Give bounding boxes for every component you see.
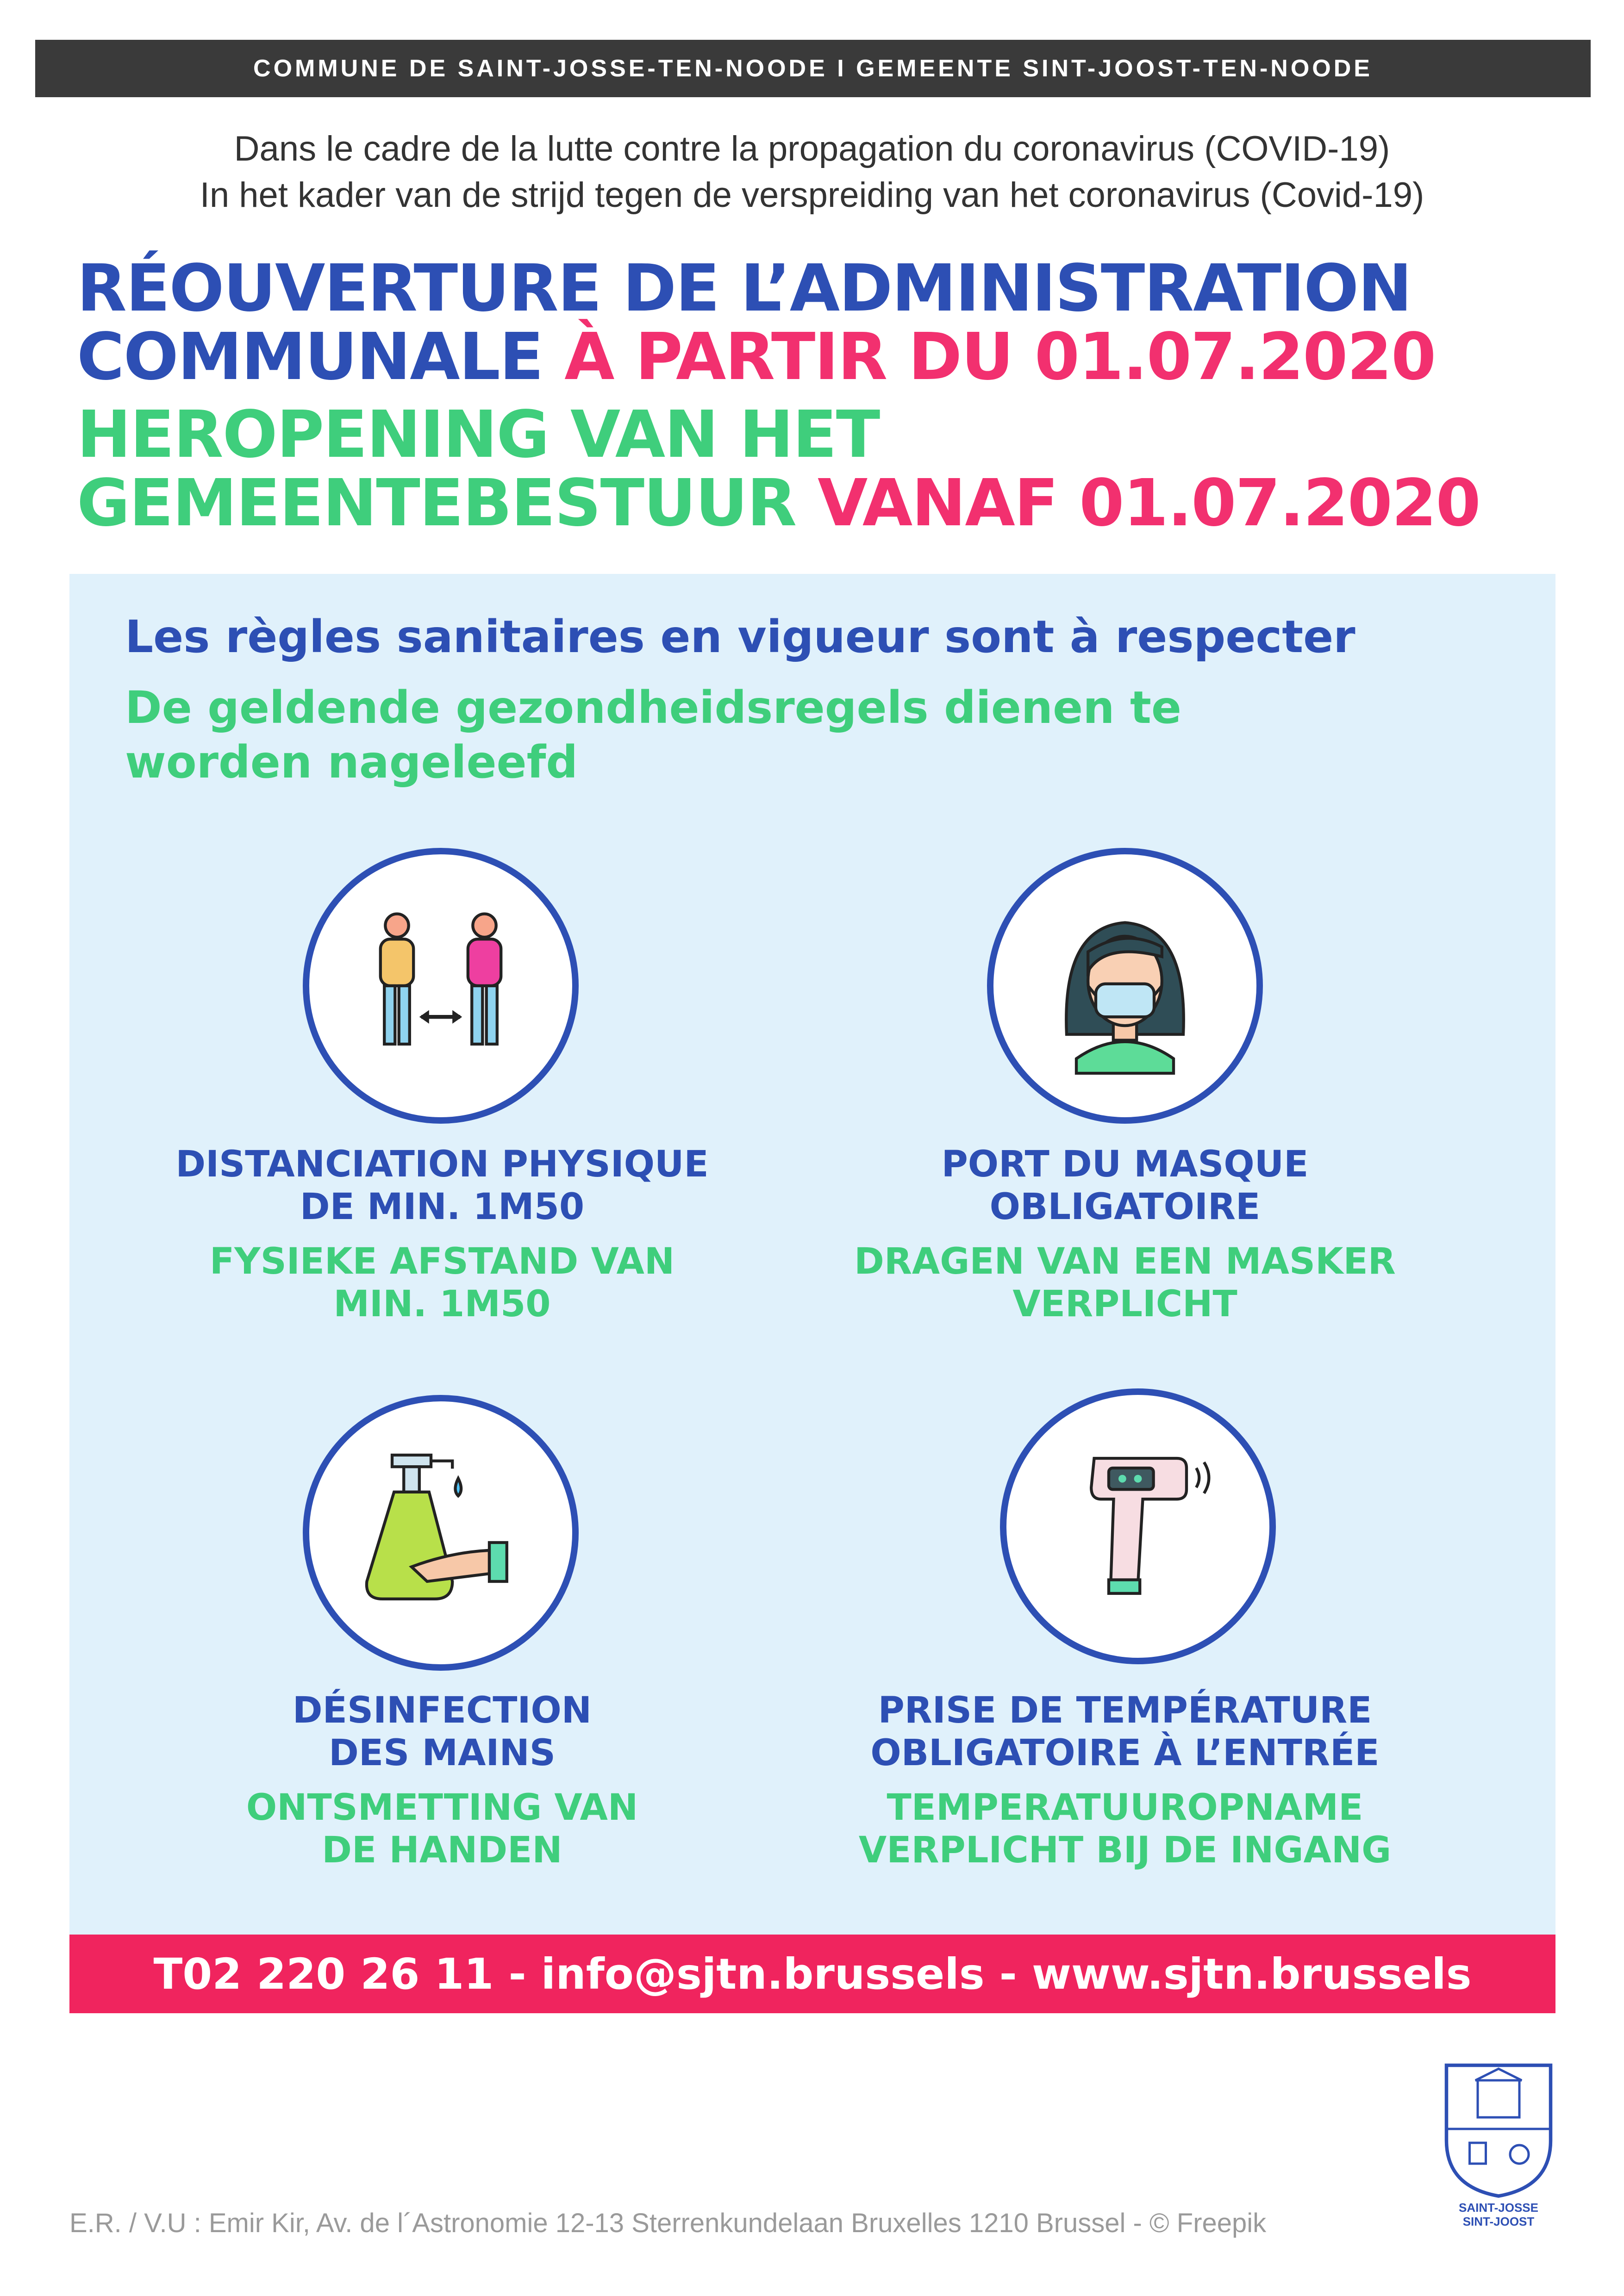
caption-hands xyxy=(153,1689,731,1872)
logo-line2: SINT-JOOST xyxy=(1462,2215,1535,2228)
context-text xyxy=(0,126,1624,218)
caption-temperature-fr1: PRISE DE TEMPÉRATURE xyxy=(878,1690,1372,1731)
caption-distance xyxy=(153,1143,731,1325)
caption-hands-fr1: DÉSINFECTION xyxy=(292,1690,592,1731)
caption-distance-fr2: DE MIN. 1M50 xyxy=(300,1186,585,1228)
caption-hands-nl2: DE HANDEN xyxy=(322,1829,562,1871)
headline-nl-date: VANAF 01.07.2020 xyxy=(818,466,1480,541)
caption-temperature xyxy=(847,1689,1403,1872)
hand-sanitizer-icon xyxy=(344,1436,538,1630)
caption-distance-fr1: DISTANCIATION PHYSIQUE xyxy=(175,1144,709,1185)
caption-mask xyxy=(847,1143,1403,1325)
contact-bar xyxy=(69,1935,1555,2013)
caption-temperature-fr2: OBLIGATOIRE À L’ENTRÉE xyxy=(870,1732,1380,1774)
headline xyxy=(77,251,1605,541)
commune-header-text: COMMUNE DE SAINT-JOSSE-TEN-NOODE I GEMEENTE SINT-JOOST-TEN-NOODE xyxy=(253,55,1373,82)
headline-fr-date: À PARTIR DU 01.07.2020 xyxy=(564,319,1436,395)
rules-title-nl: De geldende gezondheidsregels dienen te worden nageleefd xyxy=(125,682,1182,788)
headline-nl-line2a: GEMEENTEBESTUUR xyxy=(77,466,796,541)
hand-sanitizer-circle xyxy=(303,1395,579,1671)
commune-header-bar xyxy=(35,40,1591,97)
logo-line1: SAINT-JOSSE xyxy=(1459,2201,1538,2215)
commune-logo xyxy=(1441,2060,1556,2228)
footer-publisher: E.R. / V.U : Emir Kir, Av. de l´Astronomie 12-13 Sterrenkundelaan Bruxelles 1210 Brussel - © Freepik xyxy=(69,2208,1267,2238)
caption-temperature-nl1: TEMPERATUUROPNAME xyxy=(887,1787,1363,1829)
context-nl: In het kader van de strijd tegen de verspreiding van het coronavirus (Covid-19) xyxy=(200,175,1424,215)
caption-hands-nl1: ONTSMETTING VAN xyxy=(246,1787,638,1829)
caption-mask-nl2: VERPLICHT xyxy=(1012,1283,1237,1325)
caption-mask-fr1: PORT DU MASQUE xyxy=(941,1144,1309,1185)
headline-fr-line1: RÉOUVERTURE DE L’ADMINISTRATION xyxy=(77,251,1412,326)
context-fr: Dans le cadre de la lutte contre la propagation du coronavirus (COVID-19) xyxy=(234,129,1390,168)
thermometer-gun-icon xyxy=(1041,1429,1235,1624)
social-distance-icon xyxy=(344,889,538,1083)
caption-mask-fr2: OBLIGATOIRE xyxy=(989,1186,1261,1228)
headline-fr-line2a: COMMUNALE xyxy=(77,319,543,395)
caption-hands-fr2: DES MAINS xyxy=(329,1732,556,1774)
face-mask-icon xyxy=(1028,889,1222,1083)
coat-of-arms-icon xyxy=(1441,2060,1556,2198)
thermometer-circle xyxy=(1000,1388,1276,1664)
face-mask-circle xyxy=(987,848,1263,1124)
headline-nl-line1: HEROPENING VAN HET xyxy=(77,397,880,473)
caption-mask-nl1: DRAGEN VAN EEN MASKER xyxy=(854,1241,1396,1282)
social-distance-circle xyxy=(303,848,579,1124)
contact-text: T02 220 26 11 - info@sjtn.brussels - www.sjtn.brussels xyxy=(153,1949,1472,1999)
rules-title-fr: Les règles sanitaires en vigueur sont à respecter xyxy=(125,611,1355,663)
caption-distance-nl1: FYSIEKE AFSTAND VAN xyxy=(209,1241,675,1282)
caption-distance-nl2: MIN. 1M50 xyxy=(333,1283,551,1325)
caption-temperature-nl2: VERPLICHT BIJ DE INGANG xyxy=(858,1829,1392,1871)
